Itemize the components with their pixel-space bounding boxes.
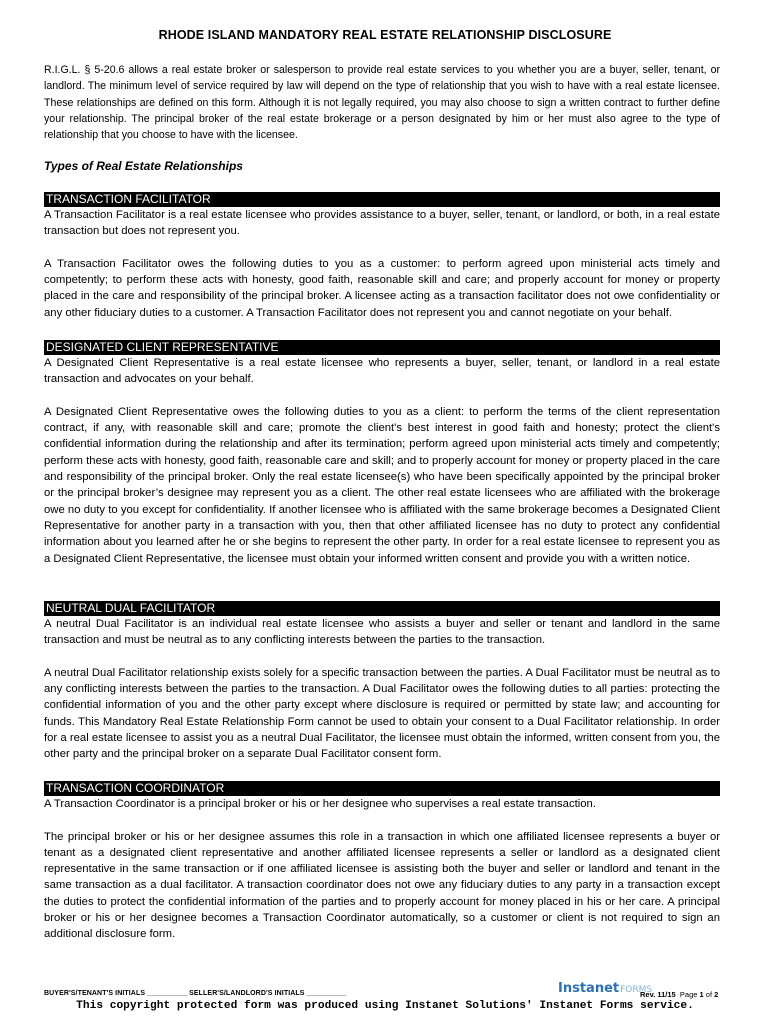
section-paragraph: The principal broker or his or her designee assumes this role in a transaction in which one affiliated licensee represents a buyer or tenant as a designated client representative and another affiliated licensee represents a seller or landlord as a designated client representative in the same transaction or if one affiliated licensee is assisting both the buyer and seller or landlord and tenant in the same transaction as a dual facilitator. A transaction coordinator does not owe any fiduciary duties to any party in a transaction except the duties to protect the confidential information of the parties and to properly account for money placed in his or her care. A principal broker or his or her designee becomes a Transaction Coordinator automatically, so a customer or client is not required to sign an additional disclosure form. <box>44 830 720 941</box>
section-paragraph: A Designated Client Representative is a real estate licensee who represents a buyer, seller, tenant, or landlord in a real estate transaction and advocates on your behalf. <box>44 357 720 386</box>
section-heading: TRANSACTION COORDINATOR <box>44 781 720 796</box>
logo-subtext: FORMS <box>620 985 653 995</box>
section-neutral-dual-facilitator <box>44 601 720 763</box>
section-heading: NEUTRAL DUAL FACILITATOR <box>44 601 720 616</box>
page-number: 1 <box>699 990 704 999</box>
logo-text: Instanet <box>558 981 620 996</box>
section-paragraph: A Transaction Coordinator is a principal broker or his or her designee who supervises a real estate transaction. <box>44 798 596 810</box>
section-paragraph: A neutral Dual Facilitator relationship exists solely for a specific transaction between the parties. A Dual Facilitator must be neutral as to any conflicting interests between the parties to the transaction. A Dual Facilitator owes the following duties to all parties: protecting the confidential information of you and the other party except where disclosure is required or permitted by state law; and accounting for funds. This Mandatory Real Estate Relationship Form cannot be used to obtain your consent to a Dual Facilitator relationship. In order for a real estate licensee to assist you as a neutral Dual Facilitator, the licensee must obtain the informed, written consent from you, the other party and the principal broker on a separate Dual Facilitator consent form. <box>44 666 720 761</box>
intro-paragraph: R.I.G.L. § 5-20.6 allows a real estate broker or salesperson to provide real estate services to you whether you are a buyer, seller, tenant, or landlord. The minimum level of service required by law will depend on the type of relationship that you wish to have with a real estate licensee. These relationships are defined on this form. Although it is not legally required, you may also choose to sign a written contract to further define your relationship. The principal broker of the real estate brokerage or a person designated by him or her must also agree to the type of relationship that you choose to have with the licensee. <box>44 64 720 142</box>
section-transaction-facilitator <box>44 192 720 321</box>
section-transaction-coordinator <box>44 781 720 943</box>
instanet-forms-logo <box>558 981 652 996</box>
section-heading: DESIGNATED CLIENT REPRESENTATIVE <box>44 340 720 355</box>
section-paragraph: A Transaction Facilitator owes the following duties to you as a customer: to perform agreed upon ministerial acts timely and competently; to perform these acts with honesty, good faith, reasonable skill and care; and properly account for money or property placed in the care and responsibility of the principal broker. A licensee acting as a transaction facilitator does not owe confidentiality or any other fiduciary duties to a customer. A Transaction Facilitator does not represent you and cannot negotiate on your behalf. <box>44 257 720 319</box>
section-heading: TRANSACTION FACILITATOR <box>44 192 720 207</box>
initials-line: BUYER'S/TENANT'S INITIALS __________ SELLER'S/LANDLORD'S INITIALS __________ <box>44 990 347 997</box>
types-heading: Types of Real Estate Relationships <box>44 159 243 173</box>
section-paragraph: A Designated Client Representative owes the following duties to you as a client: to perform the terms of the client representation contract, if any, with reasonable skill and care; promote the client's best interest in good faith and honesty; protect the client's confidential information during the relationship and after its termination; perform agreed upon ministerial acts timely and competently; perform these acts with honesty, good faith, reasonable care and skill; and to properly account for money or property placed in the care and responsibility of the principal broker. Only the real estate licensee(s) who have been specifically appointed by the principal broker or the principal broker’s designee may represent you as a client. The other real estate licensees who are affiliated with the brokerage owe no duty to you except for confidentiality. If another licensee who is affiliated with the same brokerage becomes a Designated Client Representative for another party in a transaction with you, then that other affiliated licensee has no duty to protect any confidential information about you learned after he or she begins to represent the other party. In order for a real estate licensee to represent you as a Designated Client Representative, the licensee must obtain your informed written consent and provide you with a written notice. <box>44 405 720 565</box>
page-of: of <box>703 990 715 999</box>
section-paragraph: A neutral Dual Facilitator is an individual real estate licensee who assists a buyer and seller or tenant and landlord in the same transaction and must be neutral as to any conflicting interests between the parties to the transaction. <box>44 618 720 647</box>
page-prefix: Page <box>679 990 700 999</box>
revision-page-info <box>640 990 718 999</box>
page-title: RHODE ISLAND MANDATORY REAL ESTATE RELATIONSHIP DISCLOSURE <box>158 28 612 42</box>
revision-label: Rev. 11/15 <box>640 990 676 999</box>
section-designated-client-representative <box>44 340 720 567</box>
section-paragraph: A Transaction Facilitator is a real estate licensee who provides assistance to a buyer, seller, tenant, or landlord, or both, in a real estate transaction but does not represent you. <box>44 209 720 238</box>
page-total: 2 <box>714 990 719 999</box>
copyright-notice: This copyright protected form was produced using Instanet Solutions' Instanet Forms service. <box>76 1000 694 1012</box>
